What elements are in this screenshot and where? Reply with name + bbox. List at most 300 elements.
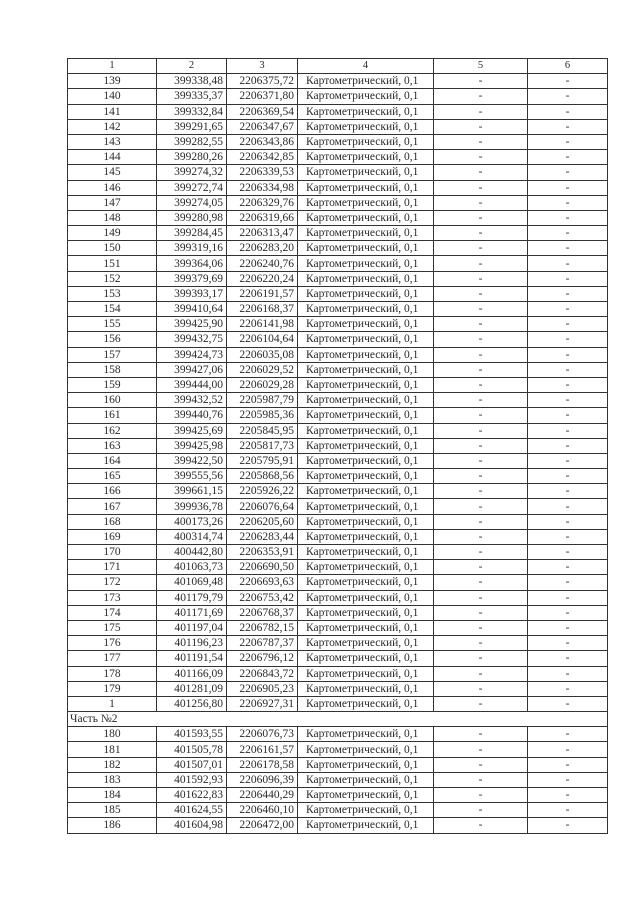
y-coordinate-cell: 2206343,86 (227, 134, 298, 149)
column-5-cell: - (434, 165, 528, 180)
table-row (68, 453, 608, 468)
method-cell: Картометрический, 0,1 (298, 636, 434, 651)
table-row (68, 377, 608, 392)
table-row (68, 150, 608, 165)
section-row (68, 712, 608, 727)
y-coordinate-cell: 2206329,76 (227, 195, 298, 210)
column-5-cell: - (434, 788, 528, 803)
point-number-cell: 181 (68, 742, 157, 757)
column-6-cell: - (528, 681, 608, 696)
column-6-cell: - (528, 514, 608, 529)
point-number-cell: 175 (68, 620, 157, 635)
y-coordinate-cell: 2206339,53 (227, 165, 298, 180)
y-coordinate-cell: 2206283,44 (227, 529, 298, 544)
column-5-cell: - (434, 666, 528, 681)
column-5-cell: - (434, 362, 528, 377)
method-cell: Картометрический, 0,1 (298, 803, 434, 818)
column-6-cell: - (528, 727, 608, 742)
column-6-cell: - (528, 104, 608, 119)
header-cell-4: 4 (298, 59, 434, 74)
point-number-cell: 168 (68, 514, 157, 529)
column-5-cell: - (434, 545, 528, 560)
table-row (68, 514, 608, 529)
table-header-row (68, 59, 608, 74)
y-coordinate-cell: 2205795,91 (227, 453, 298, 468)
x-coordinate-cell: 399291,65 (157, 119, 227, 134)
x-coordinate-cell: 401191,54 (157, 651, 227, 666)
column-5-cell: - (434, 575, 528, 590)
column-5-cell: - (434, 302, 528, 317)
method-cell: Картометрический, 0,1 (298, 241, 434, 256)
column-6-cell: - (528, 332, 608, 347)
column-5-cell: - (434, 620, 528, 635)
table-row (68, 408, 608, 423)
point-number-cell: 170 (68, 545, 157, 560)
x-coordinate-cell: 399410,64 (157, 302, 227, 317)
method-cell: Картометрический, 0,1 (298, 150, 434, 165)
table-row (68, 317, 608, 332)
x-coordinate-cell: 399422,50 (157, 453, 227, 468)
x-coordinate-cell: 399284,45 (157, 226, 227, 241)
method-cell: Картометрический, 0,1 (298, 696, 434, 711)
point-number-cell: 154 (68, 302, 157, 317)
point-number-cell: 169 (68, 529, 157, 544)
method-cell: Картометрический, 0,1 (298, 89, 434, 104)
column-5-cell: - (434, 104, 528, 119)
y-coordinate-cell: 2206927,31 (227, 696, 298, 711)
point-number-cell: 176 (68, 636, 157, 651)
column-5-cell: - (434, 727, 528, 742)
x-coordinate-cell: 401593,55 (157, 727, 227, 742)
column-5-cell: - (434, 453, 528, 468)
method-cell: Картометрический, 0,1 (298, 180, 434, 195)
x-coordinate-cell: 399425,98 (157, 438, 227, 453)
header-cell-3: 3 (227, 59, 298, 74)
method-cell: Картометрический, 0,1 (298, 605, 434, 620)
header-cell-1: 1 (68, 59, 157, 74)
table-row (68, 727, 608, 742)
column-6-cell: - (528, 696, 608, 711)
column-5-cell: - (434, 74, 528, 89)
method-cell: Картометрический, 0,1 (298, 484, 434, 499)
y-coordinate-cell: 2206460,10 (227, 803, 298, 818)
column-6-cell: - (528, 347, 608, 362)
point-number-cell: 163 (68, 438, 157, 453)
column-5-cell: - (434, 590, 528, 605)
table-row (68, 286, 608, 301)
table-row (68, 636, 608, 651)
column-6-cell: - (528, 256, 608, 271)
y-coordinate-cell: 2206205,60 (227, 514, 298, 529)
column-5-cell: - (434, 119, 528, 134)
x-coordinate-cell: 399335,37 (157, 89, 227, 104)
column-6-cell: - (528, 302, 608, 317)
point-number-cell: 144 (68, 150, 157, 165)
x-coordinate-cell: 401063,73 (157, 560, 227, 575)
point-number-cell: 184 (68, 788, 157, 803)
point-number-cell: 151 (68, 256, 157, 271)
column-6-cell: - (528, 803, 608, 818)
y-coordinate-cell: 2206319,66 (227, 210, 298, 225)
table-row (68, 529, 608, 544)
column-5-cell: - (434, 408, 528, 423)
column-6-cell: - (528, 150, 608, 165)
table-row (68, 362, 608, 377)
table-row (68, 499, 608, 514)
table-row (68, 210, 608, 225)
method-cell: Картометрический, 0,1 (298, 408, 434, 423)
column-5-cell: - (434, 605, 528, 620)
point-number-cell: 167 (68, 499, 157, 514)
point-number-cell: 153 (68, 286, 157, 301)
table-row (68, 74, 608, 89)
table-row (68, 575, 608, 590)
point-number-cell: 159 (68, 377, 157, 392)
x-coordinate-cell: 401624,55 (157, 803, 227, 818)
column-5-cell: - (434, 772, 528, 787)
section-label: Часть №2 (68, 712, 608, 727)
y-coordinate-cell: 2206753,42 (227, 590, 298, 605)
method-cell: Картометрический, 0,1 (298, 727, 434, 742)
x-coordinate-cell: 399364,06 (157, 256, 227, 271)
method-cell: Картометрический, 0,1 (298, 453, 434, 468)
table-row (68, 104, 608, 119)
column-6-cell: - (528, 438, 608, 453)
column-5-cell: - (434, 499, 528, 514)
table-row (68, 742, 608, 757)
point-number-cell: 186 (68, 818, 157, 833)
y-coordinate-cell: 2206353,91 (227, 545, 298, 560)
column-6-cell: - (528, 636, 608, 651)
y-coordinate-cell: 2205817,73 (227, 438, 298, 453)
method-cell: Картометрический, 0,1 (298, 590, 434, 605)
point-number-cell: 156 (68, 332, 157, 347)
column-5-cell: - (434, 423, 528, 438)
table-row (68, 226, 608, 241)
x-coordinate-cell: 401505,78 (157, 742, 227, 757)
method-cell: Картометрический, 0,1 (298, 362, 434, 377)
table-row (68, 423, 608, 438)
column-6-cell: - (528, 484, 608, 499)
column-6-cell: - (528, 757, 608, 772)
y-coordinate-cell: 2206220,24 (227, 271, 298, 286)
header-cell-2: 2 (157, 59, 227, 74)
method-cell: Картометрический, 0,1 (298, 666, 434, 681)
method-cell: Картометрический, 0,1 (298, 226, 434, 241)
point-number-cell: 178 (68, 666, 157, 681)
column-5-cell: - (434, 818, 528, 833)
table-row (68, 119, 608, 134)
method-cell: Картометрический, 0,1 (298, 757, 434, 772)
method-cell: Картометрический, 0,1 (298, 529, 434, 544)
table-row (68, 180, 608, 195)
column-6-cell: - (528, 165, 608, 180)
column-6-cell: - (528, 529, 608, 544)
y-coordinate-cell: 2206371,80 (227, 89, 298, 104)
y-coordinate-cell: 2205987,79 (227, 393, 298, 408)
column-6-cell: - (528, 469, 608, 484)
column-6-cell: - (528, 362, 608, 377)
x-coordinate-cell: 401196,23 (157, 636, 227, 651)
header-cell-5: 5 (434, 59, 528, 74)
header-cell-6: 6 (528, 59, 608, 74)
method-cell: Картометрический, 0,1 (298, 560, 434, 575)
point-number-cell: 141 (68, 104, 157, 119)
y-coordinate-cell: 2206096,39 (227, 772, 298, 787)
column-6-cell: - (528, 666, 608, 681)
column-5-cell: - (434, 560, 528, 575)
x-coordinate-cell: 399280,26 (157, 150, 227, 165)
column-6-cell: - (528, 271, 608, 286)
y-coordinate-cell: 2206369,54 (227, 104, 298, 119)
column-6-cell: - (528, 560, 608, 575)
x-coordinate-cell: 401069,48 (157, 575, 227, 590)
point-number-cell: 173 (68, 590, 157, 605)
x-coordinate-cell: 400173,26 (157, 514, 227, 529)
column-5-cell: - (434, 757, 528, 772)
table-row (68, 560, 608, 575)
y-coordinate-cell: 2206782,15 (227, 620, 298, 635)
point-number-cell: 161 (68, 408, 157, 423)
y-coordinate-cell: 2206796,12 (227, 651, 298, 666)
y-coordinate-cell: 2206076,64 (227, 499, 298, 514)
column-6-cell: - (528, 180, 608, 195)
table-row (68, 651, 608, 666)
column-6-cell: - (528, 210, 608, 225)
x-coordinate-cell: 399432,52 (157, 393, 227, 408)
point-number-cell: 140 (68, 89, 157, 104)
point-number-cell: 158 (68, 362, 157, 377)
table-row (68, 241, 608, 256)
point-number-cell: 164 (68, 453, 157, 468)
y-coordinate-cell: 2206029,52 (227, 362, 298, 377)
table-row (68, 256, 608, 271)
method-cell: Картометрический, 0,1 (298, 772, 434, 787)
x-coordinate-cell: 399319,16 (157, 241, 227, 256)
y-coordinate-cell: 2205845,95 (227, 423, 298, 438)
column-5-cell: - (434, 226, 528, 241)
method-cell: Картометрический, 0,1 (298, 74, 434, 89)
table-row (68, 302, 608, 317)
y-coordinate-cell: 2206313,47 (227, 226, 298, 241)
method-cell: Картометрический, 0,1 (298, 575, 434, 590)
y-coordinate-cell: 2206787,37 (227, 636, 298, 651)
y-coordinate-cell: 2206283,20 (227, 241, 298, 256)
x-coordinate-cell: 401281,09 (157, 681, 227, 696)
point-number-cell: 174 (68, 605, 157, 620)
column-5-cell: - (434, 89, 528, 104)
method-cell: Картометрический, 0,1 (298, 195, 434, 210)
table-row (68, 271, 608, 286)
y-coordinate-cell: 2206440,29 (227, 788, 298, 803)
x-coordinate-cell: 399444,00 (157, 377, 227, 392)
column-6-cell: - (528, 620, 608, 635)
column-6-cell: - (528, 499, 608, 514)
method-cell: Картометрический, 0,1 (298, 286, 434, 301)
method-cell: Картометрический, 0,1 (298, 742, 434, 757)
point-number-cell: 160 (68, 393, 157, 408)
method-cell: Картометрический, 0,1 (298, 317, 434, 332)
table-row (68, 347, 608, 362)
method-cell: Картометрический, 0,1 (298, 818, 434, 833)
column-6-cell: - (528, 74, 608, 89)
column-6-cell: - (528, 590, 608, 605)
method-cell: Картометрический, 0,1 (298, 302, 434, 317)
point-number-cell: 179 (68, 681, 157, 696)
y-coordinate-cell: 2206375,72 (227, 74, 298, 89)
column-6-cell: - (528, 742, 608, 757)
method-cell: Картометрический, 0,1 (298, 332, 434, 347)
x-coordinate-cell: 400314,74 (157, 529, 227, 544)
column-5-cell: - (434, 180, 528, 195)
method-cell: Картометрический, 0,1 (298, 681, 434, 696)
column-6-cell: - (528, 89, 608, 104)
table-row (68, 620, 608, 635)
column-6-cell: - (528, 377, 608, 392)
table-row (68, 590, 608, 605)
table-row (68, 696, 608, 711)
table-row (68, 89, 608, 104)
point-number-cell: 165 (68, 469, 157, 484)
column-5-cell: - (434, 742, 528, 757)
table-row (68, 438, 608, 453)
point-number-cell: 182 (68, 757, 157, 772)
x-coordinate-cell: 399379,69 (157, 271, 227, 286)
column-6-cell: - (528, 317, 608, 332)
y-coordinate-cell: 2206342,85 (227, 150, 298, 165)
point-number-cell: 155 (68, 317, 157, 332)
x-coordinate-cell: 401197,04 (157, 620, 227, 635)
column-5-cell: - (434, 332, 528, 347)
point-number-cell: 152 (68, 271, 157, 286)
column-6-cell: - (528, 545, 608, 560)
column-5-cell: - (434, 484, 528, 499)
column-5-cell: - (434, 377, 528, 392)
table-row (68, 818, 608, 833)
y-coordinate-cell: 2206104,64 (227, 332, 298, 347)
x-coordinate-cell: 399661,15 (157, 484, 227, 499)
y-coordinate-cell: 2206843,72 (227, 666, 298, 681)
x-coordinate-cell: 399555,56 (157, 469, 227, 484)
x-coordinate-cell: 401166,09 (157, 666, 227, 681)
x-coordinate-cell: 401171,69 (157, 605, 227, 620)
table-row (68, 666, 608, 681)
column-6-cell: - (528, 226, 608, 241)
y-coordinate-cell: 2206161,57 (227, 742, 298, 757)
method-cell: Картометрический, 0,1 (298, 165, 434, 180)
column-6-cell: - (528, 423, 608, 438)
x-coordinate-cell: 401592,93 (157, 772, 227, 787)
table-row (68, 165, 608, 180)
method-cell: Картометрический, 0,1 (298, 377, 434, 392)
column-5-cell: - (434, 393, 528, 408)
column-6-cell: - (528, 134, 608, 149)
method-cell: Картометрический, 0,1 (298, 271, 434, 286)
column-6-cell: - (528, 119, 608, 134)
method-cell: Картометрический, 0,1 (298, 347, 434, 362)
method-cell: Картометрический, 0,1 (298, 499, 434, 514)
column-6-cell: - (528, 393, 608, 408)
y-coordinate-cell: 2206472,00 (227, 818, 298, 833)
table-row (68, 788, 608, 803)
y-coordinate-cell: 2206693,63 (227, 575, 298, 590)
method-cell: Картометрический, 0,1 (298, 104, 434, 119)
point-number-cell: 157 (68, 347, 157, 362)
point-number-cell: 150 (68, 241, 157, 256)
point-number-cell: 185 (68, 803, 157, 818)
y-coordinate-cell: 2206191,57 (227, 286, 298, 301)
method-cell: Картометрический, 0,1 (298, 620, 434, 635)
point-number-cell: 183 (68, 772, 157, 787)
column-6-cell: - (528, 788, 608, 803)
column-5-cell: - (434, 286, 528, 301)
table-row (68, 484, 608, 499)
column-6-cell: - (528, 408, 608, 423)
column-5-cell: - (434, 514, 528, 529)
y-coordinate-cell: 2206076,73 (227, 727, 298, 742)
column-5-cell: - (434, 271, 528, 286)
x-coordinate-cell: 399440,76 (157, 408, 227, 423)
table-row (68, 605, 608, 620)
point-number-cell: 172 (68, 575, 157, 590)
method-cell: Картометрический, 0,1 (298, 651, 434, 666)
point-number-cell: 1 (68, 696, 157, 711)
column-5-cell: - (434, 681, 528, 696)
y-coordinate-cell: 2206347,67 (227, 119, 298, 134)
column-5-cell: - (434, 651, 528, 666)
point-number-cell: 146 (68, 180, 157, 195)
method-cell: Картометрический, 0,1 (298, 423, 434, 438)
table-row (68, 545, 608, 560)
column-5-cell: - (434, 256, 528, 271)
y-coordinate-cell: 2205868,56 (227, 469, 298, 484)
x-coordinate-cell: 399424,73 (157, 347, 227, 362)
x-coordinate-cell: 399425,90 (157, 317, 227, 332)
point-number-cell: 177 (68, 651, 157, 666)
point-number-cell: 145 (68, 165, 157, 180)
y-coordinate-cell: 2206029,28 (227, 377, 298, 392)
method-cell: Картометрический, 0,1 (298, 210, 434, 225)
y-coordinate-cell: 2205926,22 (227, 484, 298, 499)
table-row (68, 803, 608, 818)
x-coordinate-cell: 399332,84 (157, 104, 227, 119)
method-cell: Картометрический, 0,1 (298, 134, 434, 149)
x-coordinate-cell: 401256,80 (157, 696, 227, 711)
table-row (68, 469, 608, 484)
column-6-cell: - (528, 286, 608, 301)
table-row (68, 332, 608, 347)
table-row (68, 134, 608, 149)
x-coordinate-cell: 401507,01 (157, 757, 227, 772)
y-coordinate-cell: 2206141,98 (227, 317, 298, 332)
x-coordinate-cell: 399274,05 (157, 195, 227, 210)
column-6-cell: - (528, 453, 608, 468)
column-5-cell: - (434, 134, 528, 149)
x-coordinate-cell: 399425,69 (157, 423, 227, 438)
point-number-cell: 143 (68, 134, 157, 149)
column-6-cell: - (528, 772, 608, 787)
column-6-cell: - (528, 605, 608, 620)
table-row (68, 195, 608, 210)
x-coordinate-cell: 399427,06 (157, 362, 227, 377)
x-coordinate-cell: 400442,80 (157, 545, 227, 560)
x-coordinate-cell: 399338,48 (157, 74, 227, 89)
column-5-cell: - (434, 803, 528, 818)
y-coordinate-cell: 2206035,08 (227, 347, 298, 362)
point-number-cell: 166 (68, 484, 157, 499)
y-coordinate-cell: 2206178,58 (227, 757, 298, 772)
x-coordinate-cell: 401604,98 (157, 818, 227, 833)
